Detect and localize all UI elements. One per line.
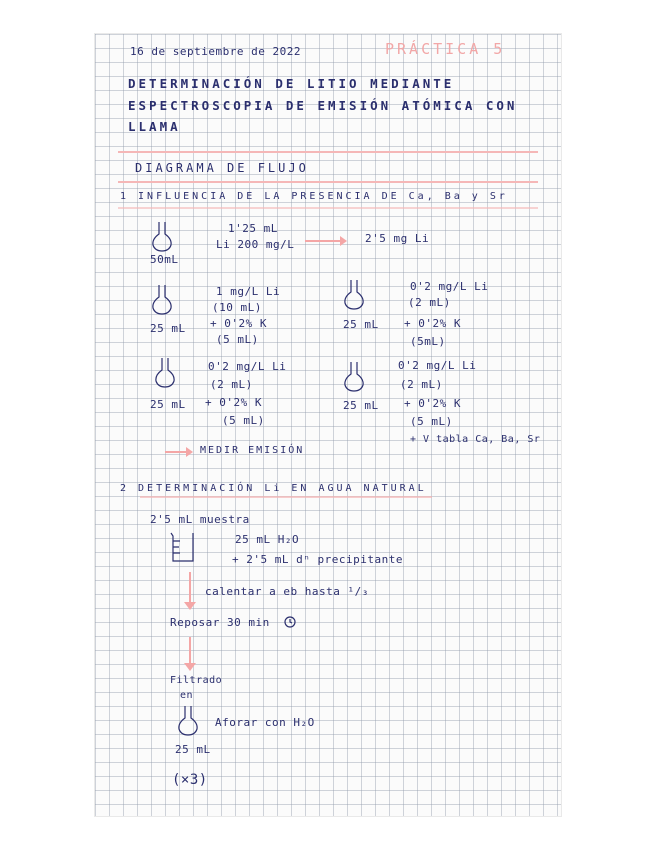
- sol-a-volume: 25 mL: [150, 322, 186, 335]
- sol-b-line-1: 0'2 mg/L Li: [208, 360, 287, 373]
- sol-d-line-5: + V tabla Ca, Ba, Sr: [410, 434, 541, 445]
- repetitions: (×3): [172, 772, 208, 788]
- arrow-right-icon: [305, 240, 345, 242]
- date: 16 de septiembre de 2022: [130, 45, 301, 58]
- agua: 25 mL H₂O: [235, 533, 300, 546]
- filtrado: Filtrado: [170, 675, 223, 686]
- sol-d-line-3: + 0'2% K: [404, 397, 461, 410]
- stock-line-2: Li 200 mg/L: [216, 238, 295, 251]
- title-line-3: LLAMA: [128, 119, 181, 134]
- stock-result: 2'5 mg Li: [365, 232, 430, 245]
- sol-d-volume: 25 mL: [343, 399, 379, 412]
- section2-heading: 2 DETERMINACIÓN Li EN AGUA NATURAL: [120, 483, 427, 494]
- divider-highlight: [118, 181, 538, 183]
- flask-icon: [150, 285, 174, 315]
- calentar: calentar a eb hasta ¹/₃: [205, 585, 369, 598]
- sol-d-line-1: 0'2 mg/L Li: [398, 359, 477, 372]
- flask-volume: 25 mL: [175, 743, 211, 756]
- sol-a-line-4: (5 mL): [216, 333, 259, 346]
- arrow-down-icon: [189, 572, 191, 606]
- divider-highlight: [118, 151, 538, 153]
- arrow-right-icon: [165, 451, 191, 453]
- medir-emision: MEDIR EMISIÓN: [200, 445, 305, 456]
- sol-a-line-1: 1 mg/L Li: [216, 285, 281, 298]
- flask-icon: [176, 706, 200, 736]
- section2-underline: [140, 496, 432, 498]
- stock-line-1: 1'25 mL: [228, 222, 278, 235]
- sol-c-line-3: + 0'2% K: [404, 317, 461, 330]
- precipitante: + 2'5 mL dⁿ precipitante: [232, 553, 403, 566]
- aforar: Aforar con H₂O: [215, 716, 315, 729]
- flask-icon: [342, 280, 366, 310]
- title-line-2: ESPECTROSCOPIA DE EMISIÓN ATÓMICA CON: [128, 98, 518, 113]
- clock-icon: [284, 616, 296, 628]
- sol-b-line-2: (2 mL): [210, 378, 253, 391]
- sol-c-line-1: 0'2 mg/L Li: [410, 280, 489, 293]
- stock-volume: 50mL: [150, 253, 179, 266]
- sol-a-line-3: + 0'2% K: [210, 317, 267, 330]
- sol-c-line-4: (5mL): [410, 335, 446, 348]
- sol-b-line-3: + 0'2% K: [205, 396, 262, 409]
- title-line-1: DETERMINACIÓN DE LITIO MEDIANTE: [128, 76, 455, 91]
- sol-a-line-2: (10 mL): [212, 301, 262, 314]
- beaker-icon: [170, 533, 196, 563]
- filtrado-en: en: [180, 690, 194, 701]
- diagrama-heading: DIAGRAMA DE FLUJO: [135, 161, 309, 175]
- reposar: Reposar 30 min: [170, 616, 270, 629]
- sol-c-line-2: (2 mL): [408, 296, 451, 309]
- flask-icon: [153, 358, 177, 388]
- practica-label: PRÁCTICA 5: [385, 40, 506, 58]
- flask-icon: [150, 222, 174, 252]
- muestra: 2'5 mL muestra: [150, 513, 250, 526]
- arrow-down-icon: [189, 637, 191, 667]
- sol-d-line-2: (2 mL): [400, 378, 443, 391]
- sol-d-line-4: (5 mL): [410, 415, 453, 428]
- sol-b-line-4: (5 mL): [222, 414, 265, 427]
- sol-c-volume: 25 mL: [343, 318, 379, 331]
- section1-heading: 1 INFLUENCIA DE LA PRESENCIA DE Ca, Ba y Sr: [120, 191, 508, 202]
- flask-icon: [342, 362, 366, 392]
- section1-underline: [118, 207, 538, 209]
- sol-b-volume: 25 mL: [150, 398, 186, 411]
